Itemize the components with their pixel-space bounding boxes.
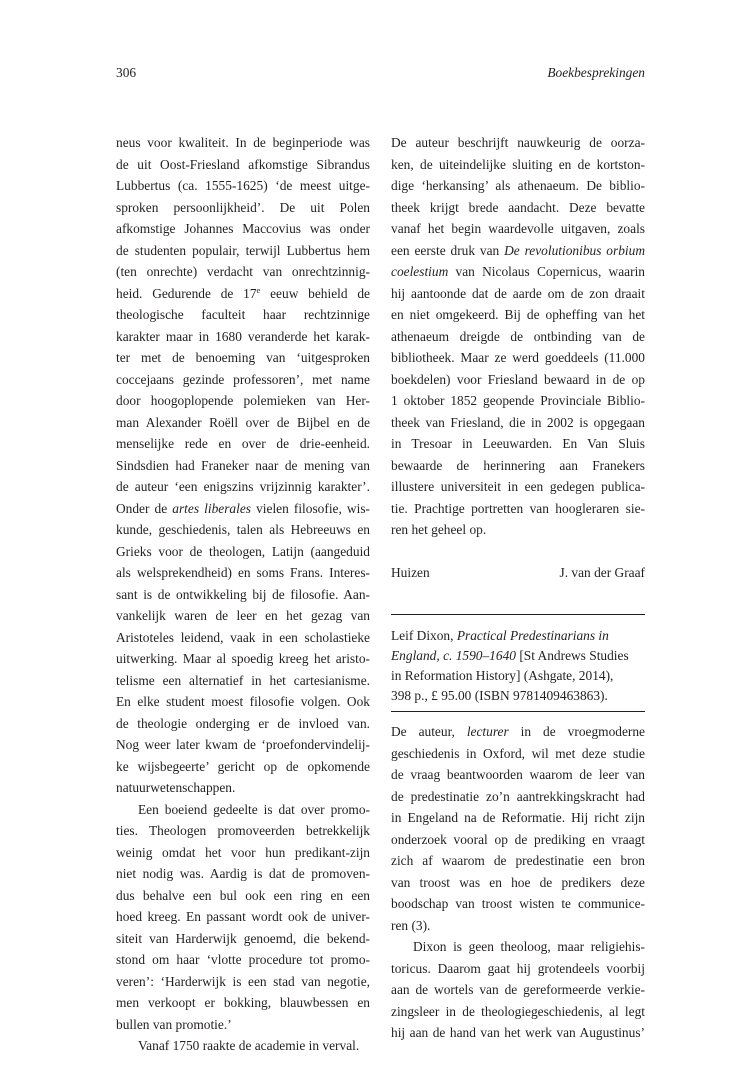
text-segment: athenaeum dreigde de ontbinding van de bbox=[391, 328, 645, 344]
text-line bbox=[391, 261, 645, 283]
text-segment: van Nicolaus Copernicus, waarin bbox=[448, 264, 645, 279]
text-segment: Lubbertus (ca. 1555-1625) ‘de meest uitge- bbox=[116, 178, 370, 193]
text-segment: zich af waarom de predestinatie een bron bbox=[391, 853, 645, 868]
text-segment: zingsleer in de theologiegeschiedenis, al legt bbox=[391, 1003, 645, 1019]
text-segment: hij aantoonde dat de aarde om de zon draait bbox=[391, 285, 645, 301]
text-line bbox=[391, 665, 645, 685]
text-line bbox=[116, 627, 370, 649]
text-segment: ren (3). bbox=[391, 917, 431, 933]
text-segment: ter met de benoeming van ‘uitgesproken bbox=[116, 350, 370, 365]
text-segment: 398 p., £ 95.00 (ISBN 9781409463863). bbox=[391, 688, 608, 703]
text-line bbox=[116, 240, 370, 262]
text-segment: afkomstige Johannes Maccovius was onder bbox=[116, 221, 370, 236]
text-line bbox=[391, 197, 645, 219]
text-segment: niet nodig was. Aardig is dat de promoven- bbox=[116, 866, 370, 881]
text-segment: Onder de bbox=[116, 500, 173, 516]
text-line bbox=[116, 734, 370, 756]
text-segment: vanaf het begin waardevolle uitgaven, zoals bbox=[391, 221, 645, 236]
text-segment: en niet omgekeerd. Bij de opheffing van het bbox=[391, 307, 645, 322]
text-line bbox=[116, 906, 370, 928]
text-segment: de theologie onderging er de invloed van. bbox=[116, 715, 370, 731]
text-segment: van troost was en hoe de predikers deze bbox=[391, 874, 645, 890]
text-segment: [St Andrews Studies bbox=[515, 648, 629, 663]
text-line bbox=[116, 347, 370, 369]
text-line bbox=[116, 197, 370, 219]
text-segment: illustere universiteit in een gedegen publica- bbox=[391, 479, 645, 494]
text-segment: natuurwetenschappen. bbox=[116, 780, 236, 795]
text-segment: 1 oktober 1852 geopende Provinciale Biblio- bbox=[391, 393, 645, 408]
text-line bbox=[116, 283, 370, 305]
reviewer-name: J. van der Graaf bbox=[559, 565, 645, 580]
text-line bbox=[391, 807, 645, 829]
text-line bbox=[391, 893, 645, 915]
text-segment: dige ‘herkansing’ als athenaeum. De biblio- bbox=[391, 178, 645, 193]
text-segment: bullen van promotie.’ bbox=[116, 1016, 232, 1032]
text-line bbox=[116, 326, 370, 348]
text-segment: En elke student moest filosofie volgen. Ook bbox=[116, 694, 370, 709]
text-segment: veren’: ‘Harderwijk is een stad van negotie, bbox=[116, 973, 370, 989]
text-line bbox=[116, 799, 370, 821]
text-line bbox=[391, 850, 645, 872]
text-line bbox=[391, 154, 645, 176]
text-segment: kunde, geschiedenis, talen als Hebreeuws en bbox=[116, 522, 370, 537]
text-line bbox=[116, 476, 370, 498]
text-line bbox=[391, 1001, 645, 1023]
text-segment: in de vroegmoderne bbox=[508, 724, 645, 739]
text-segment: een eerste druk van bbox=[391, 242, 505, 258]
text-line bbox=[116, 433, 370, 455]
right-column bbox=[391, 132, 645, 1044]
text-line bbox=[116, 691, 370, 713]
text-segment: Leif Dixon, bbox=[391, 628, 457, 643]
text-line bbox=[116, 885, 370, 907]
text-segment: heid. Gedurende de 17 bbox=[116, 285, 257, 301]
divider-top bbox=[391, 614, 645, 615]
text-line bbox=[116, 713, 370, 735]
text-segment: ken, de uiteindelijke sluiting en de kortston- bbox=[391, 156, 645, 172]
text-line bbox=[391, 476, 645, 498]
italic-text: Practical Predestinarians in bbox=[456, 628, 609, 643]
text-segment: Sindsdien had Franeker naar de mening van bbox=[116, 457, 370, 473]
text-line bbox=[391, 979, 645, 1001]
text-line bbox=[116, 777, 370, 799]
text-segment: vankelijk waren de leer en het gezag van bbox=[116, 608, 370, 623]
text-segment: de vraag beantwoorden waarom de leer van bbox=[391, 767, 645, 782]
italic-text: artes liberales bbox=[172, 500, 251, 516]
text-line bbox=[391, 283, 645, 305]
text-segment: eeuw behield de bbox=[260, 285, 370, 301]
text-line bbox=[391, 685, 645, 705]
text-segment: hij aan de hand van het werk van Augustinus’ bbox=[391, 1025, 645, 1040]
text-line bbox=[391, 743, 645, 765]
text-segment: Vanaf 1750 raakte de academie in verval. bbox=[138, 1038, 360, 1053]
text-line bbox=[116, 842, 370, 864]
text-line bbox=[391, 519, 645, 541]
text-line bbox=[116, 412, 370, 434]
text-line bbox=[391, 412, 645, 434]
text-line bbox=[116, 928, 370, 950]
text-line bbox=[116, 304, 370, 326]
text-segment: vielen filosofie, wis- bbox=[251, 500, 370, 516]
text-line bbox=[391, 240, 645, 262]
text-segment: men verkoopt er bokking, blauwbessen en bbox=[116, 995, 370, 1010]
text-line bbox=[116, 648, 370, 670]
text-segment: menselijke rede en over de drie-eenheid. bbox=[116, 436, 370, 451]
text-segment: in Tresoar in Leeuwarden. En Van Sluis bbox=[391, 436, 645, 451]
text-segment: ren het geheel op. bbox=[391, 522, 487, 537]
text-segment: siteit van Harderwijk genoemd, die bekend- bbox=[116, 930, 370, 946]
text-segment: de studenten populair, terwijl Lubbertus hem bbox=[116, 242, 370, 258]
text-line bbox=[116, 541, 370, 563]
text-line bbox=[116, 820, 370, 842]
text-segment: man Alexander Roëll over de Bijbel en de bbox=[116, 414, 370, 430]
text-line bbox=[391, 936, 645, 958]
text-line bbox=[391, 304, 645, 326]
text-line bbox=[391, 829, 645, 851]
text-segment: Aristoteles leidend, vaak in een scholastieke bbox=[116, 629, 370, 645]
italic-text: lecturer bbox=[466, 724, 509, 739]
text-line bbox=[391, 433, 645, 455]
text-line bbox=[116, 949, 370, 971]
text-line bbox=[116, 562, 370, 584]
text-segment: de auteur ‘een enigszins vrijzinnig karakter’. bbox=[116, 479, 370, 494]
review-body bbox=[391, 721, 645, 1044]
text-line bbox=[391, 645, 645, 665]
text-segment: Grieks voor de theologen, Latijn (aangeduid bbox=[116, 543, 370, 559]
text-segment: dus behalve een bul ook een ring en een bbox=[116, 887, 370, 903]
text-segment: geschiedenis in Oxford, wil met deze studie bbox=[391, 745, 645, 761]
text-segment: als welsprekendheid) en soms Frans. Interes- bbox=[116, 565, 370, 580]
text-segment: Nog weer later kwam de ‘proefondervindelij- bbox=[116, 737, 370, 752]
text-line bbox=[391, 721, 645, 743]
italic-text: De revolutionibus orbium bbox=[504, 242, 645, 258]
text-line bbox=[116, 390, 370, 412]
left-column bbox=[116, 132, 370, 1057]
text-line bbox=[116, 863, 370, 885]
text-segment: boekdelen) voor Friesland bewaard in de op bbox=[391, 371, 645, 387]
text-segment: De auteur, bbox=[391, 724, 467, 739]
text-line bbox=[116, 154, 370, 176]
signature-line bbox=[391, 562, 645, 584]
text-line bbox=[116, 455, 370, 477]
text-line bbox=[116, 756, 370, 778]
text-segment: sproken persoonlijkheid’. De uit Polen bbox=[116, 199, 370, 215]
text-segment: stond om haar ‘vlotte procedure tot promo- bbox=[116, 952, 370, 967]
italic-text: England, c. 1590–1640 bbox=[391, 648, 516, 663]
text-segment: Dixon is geen theoloog, maar religiehis- bbox=[413, 939, 645, 954]
text-line bbox=[391, 872, 645, 894]
text-segment: theologische faculteit haar rechtzinnige bbox=[116, 307, 370, 322]
page-number: 306 bbox=[116, 65, 137, 80]
reviewer-place: Huizen bbox=[391, 565, 430, 580]
text-segment: Een boeiend gedeelte is dat over promo- bbox=[138, 801, 370, 817]
superscript: e bbox=[256, 284, 261, 295]
text-segment: tie. Prachtige portretten van hoogleraren sie- bbox=[391, 500, 645, 516]
text-segment: hoed kreeg. En passant wordt ook de univer- bbox=[116, 909, 370, 924]
text-segment: coccejaans gezinde professoren’, met name bbox=[116, 371, 370, 387]
text-segment: boodschap van troost wisten te communice- bbox=[391, 896, 645, 911]
text-line bbox=[116, 519, 370, 541]
text-line bbox=[391, 958, 645, 980]
text-line bbox=[391, 347, 645, 369]
text-line bbox=[391, 369, 645, 391]
spacer bbox=[391, 584, 645, 606]
text-segment: De auteur beschrijft nauwkeurig de oorza- bbox=[391, 135, 645, 150]
text-segment: toricus. Daarom gaat hij grotendeels voorbij bbox=[391, 960, 645, 976]
text-segment: de predestinatie zo’n aantrekkingskracht had bbox=[391, 788, 645, 804]
text-segment: telisme een alternatief in het cartesianisme. bbox=[116, 672, 370, 688]
text-segment: neus voor kwaliteit. In de beginperiode was bbox=[116, 135, 370, 150]
section-title: Boekbesprekingen bbox=[547, 65, 645, 80]
text-segment: ties. Theologen promoveerden betrekkelijk bbox=[116, 823, 370, 838]
text-line bbox=[391, 455, 645, 477]
text-segment: theek krijgt brede aandacht. Deze bevatte bbox=[391, 199, 645, 215]
text-line bbox=[116, 971, 370, 993]
text-line bbox=[116, 498, 370, 520]
text-segment: theek van Friesland, die in 2002 is opgegaan bbox=[391, 414, 645, 430]
text-line bbox=[391, 498, 645, 520]
text-segment: door hoogoplopende polemieken van Her- bbox=[116, 393, 370, 408]
text-line bbox=[391, 326, 645, 348]
italic-text: coelestium bbox=[391, 264, 449, 279]
text-segment: aan de wortels van de gereformeerde verkie- bbox=[391, 982, 645, 997]
text-segment: ke wijsbegeerte’ gericht op de opkomende bbox=[116, 758, 370, 774]
text-line bbox=[116, 670, 370, 692]
text-line bbox=[116, 369, 370, 391]
text-line bbox=[391, 218, 645, 240]
text-line bbox=[391, 132, 645, 154]
text-line bbox=[116, 132, 370, 154]
divider-bottom bbox=[391, 711, 645, 712]
text-segment: de uit Oost-Friesland afkomstige Sibrandus bbox=[116, 156, 370, 172]
text-segment: in Reformation History] (Ashgate, 2014), bbox=[391, 668, 614, 683]
text-segment: in Engeland na de Reformatie. Hij richt zijn bbox=[391, 810, 645, 825]
text-segment: (ten onrechte) verdacht van onrechtzinnig- bbox=[116, 264, 370, 279]
text-line bbox=[391, 764, 645, 786]
text-line bbox=[116, 175, 370, 197]
text-line bbox=[391, 1022, 645, 1044]
text-segment: bewaarde de herinnering aan Franekers bbox=[391, 457, 645, 473]
text-segment: bibliotheek. Maar ze werd goeddeels (11.000 bbox=[391, 350, 645, 365]
text-segment: weinig omdat het voor hun predikant-zijn bbox=[116, 844, 370, 860]
text-line bbox=[116, 584, 370, 606]
text-line bbox=[391, 175, 645, 197]
text-segment: uitwerking. Maar al spoedig kreeg het aristo- bbox=[116, 651, 370, 666]
text-line bbox=[116, 261, 370, 283]
text-line bbox=[116, 605, 370, 627]
text-line bbox=[391, 786, 645, 808]
review-continuation bbox=[391, 132, 645, 541]
text-line bbox=[116, 218, 370, 240]
text-segment: sant is de ontwikkeling bij de filosofie. Aan- bbox=[116, 586, 370, 602]
text-line bbox=[116, 1014, 370, 1036]
text-line bbox=[391, 390, 645, 412]
text-segment: onderzoek vooral op de prediking en vraagt bbox=[391, 831, 645, 847]
text-line bbox=[391, 625, 645, 645]
text-line bbox=[116, 992, 370, 1014]
text-line bbox=[116, 1035, 370, 1057]
spacer bbox=[391, 541, 645, 563]
text-line bbox=[391, 915, 645, 937]
text-segment: karakter maar in 1680 veranderde het karak- bbox=[116, 328, 370, 344]
bibliographic-entry bbox=[391, 625, 645, 705]
